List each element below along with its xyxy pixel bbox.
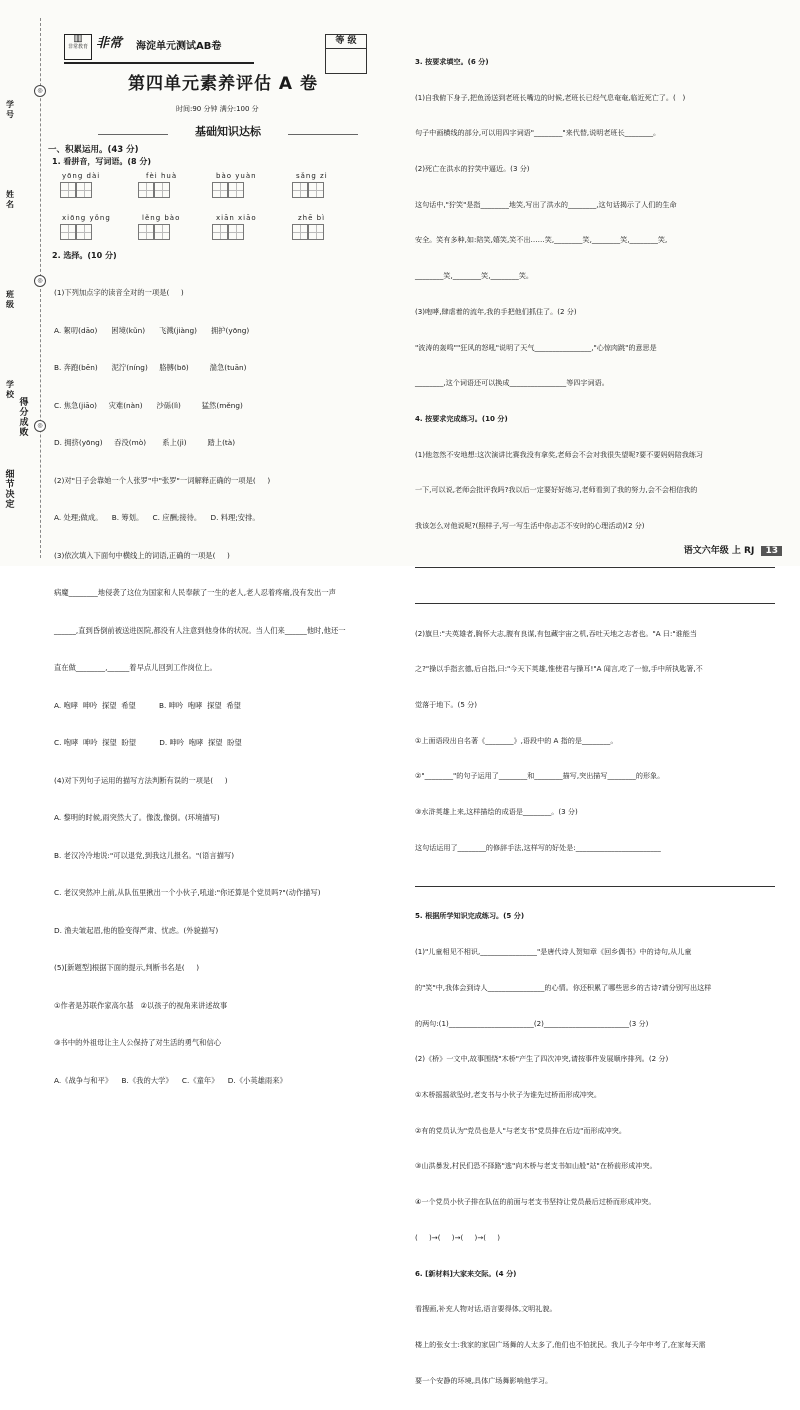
q2-line: 病魔________地侵袭了这位为国家和人民奉献了一生的老人,老人忍着疼痛,没有发出一声 <box>54 588 336 597</box>
q2-line: B. 奔跑(bēn) 泥泞(níng) 胳膊(bō) 湍急(tuān) <box>54 363 247 372</box>
right-line: (1)自我俯下身子,把鱼汤送到老班长嘴边的时候,老班长已经气息奄奄,临近死亡了。( ) <box>415 92 686 102</box>
pinyin: sǎng zi <box>296 172 328 180</box>
right-line: ③山洪暴发,村民们恐不择路"逃"向木桥与老支书如山般"站"在桥前形成冲突。 <box>415 1161 657 1171</box>
pinyin: xiōng yǒng <box>62 214 111 222</box>
q2-line: A. 处理;做成。 B. 筹划。 C. 应酬;接待。 D. 料理;安排。 <box>54 513 260 522</box>
right-line: 我该怎么对他说呢?(照样子,写一写生活中你忐忑不安时的心理活动)(2 分) <box>415 521 645 531</box>
right-line: 觉落于地下。(5 分) <box>415 699 477 709</box>
right-line: 楼上的张女士:我家的家居广场舞的人太多了,他们也不怕扰民。我儿子今年中考了,在家每天需 <box>415 1339 706 1349</box>
right-column <box>415 32 790 1385</box>
publisher-logo: ▥ 非常教育 <box>64 34 92 60</box>
pinyin: fèi huà <box>146 172 178 180</box>
right-line: ②"________"的句子运用了________和________描写,突出描写________的形象。 <box>415 771 665 781</box>
right-line: ④一个党员小伙子排在队伍的前面与老支书坚持让党员最后过桥而形成冲突。 <box>415 1197 656 1207</box>
q2-line: (2)对"日子会靠她一个人张罗"中"张罗"一词解释正确的一项是( ) <box>54 475 271 485</box>
q2-line: A. 咆哮 呻吟 探望 希望 B. 呻吟 咆哮 探望 希望 <box>54 700 241 710</box>
label-class: 班级 <box>6 290 14 309</box>
q2-line: C. 焦急(jiāo) 灾难(nàn) 沙砾(lì) 猛然(měng) <box>54 400 243 410</box>
page-footer <box>684 543 782 556</box>
grade-label: 等 级 <box>326 35 366 49</box>
slogan-line2: 细节决定 <box>5 470 15 510</box>
q2-line: ①作者是苏联作家高尔基 ②以孩子的视角来讲述故事 <box>54 1000 228 1010</box>
right-line: 4. 按要求完成练习。(10 分) <box>415 414 508 423</box>
right-line: ________,这个词语还可以换成________________等四字词语。 <box>415 378 609 388</box>
binding-strip <box>0 0 44 566</box>
question-1: 1. 看拼音，写词语。(8 分) <box>52 157 152 166</box>
binding-line <box>40 18 41 558</box>
page-number: 13 <box>761 546 782 556</box>
seal-icon: ◎ <box>34 85 46 97</box>
right-line: ________笑,________笑,________笑。 <box>415 271 534 281</box>
answer-grid[interactable] <box>60 182 92 198</box>
answer-grid[interactable] <box>292 224 324 240</box>
right-line: 安全。笑有多种,如:陪笑,嬉笑,笑不出……笑,________笑,________笑,________笑, <box>415 235 668 245</box>
q2-line: 直在做________,______着早点儿回到工作岗位上。 <box>54 663 217 672</box>
section-banner <box>88 126 368 142</box>
right-line: 3. 按要求填空。(6 分) <box>415 56 489 66</box>
right-line: "波涛的轰鸣""狂风的怒吼"说明了天气________________,"心惊肉跳"的意思是 <box>415 342 657 352</box>
answer-grid[interactable] <box>292 182 324 198</box>
right-line: 这句话中,"狞笑"是指________地笑,写出了洪水的________,这句话揭示了人们的生命 <box>415 199 677 209</box>
footer-subject: 语文六年级 上 RJ <box>683 546 755 556</box>
pinyin: xiān xiāo <box>216 214 257 222</box>
seal-icon: ◎ <box>34 420 46 432</box>
right-line: (3)咆哮,肆虐着的流年,我的手把他们抓住了。(2 分) <box>415 306 577 316</box>
q2-lines <box>54 262 406 1112</box>
right-line: 句子中画横线的部分,可以用四字词语"________"来代替,说明老班长________。 <box>415 128 661 138</box>
right-line: ( )→( )→( )→( ) <box>415 1232 501 1242</box>
right-line: ①上面语段出自名著《________》,语段中的 A 指的是________。 <box>415 735 618 745</box>
slogan-line1: 得分成败 <box>19 398 29 438</box>
answer-line[interactable] <box>415 592 775 604</box>
question-2: 2. 选择。(10 分) <box>52 251 117 260</box>
right-lines <box>415 32 790 1410</box>
right-line: ②有的党员认为"党员也是人"与老支书"党员排在后边"而形成冲突。 <box>415 1125 626 1135</box>
right-line: (2)旗旦:"夫英雄者,胸怀大志,腹有良谋,有包藏宇宙之机,吞吐天地之志者也。"A 曰:"谁能当 <box>415 628 697 638</box>
q2-line: C. 咆哮 呻吟 探望 盼望 D. 呻吟 咆哮 探望 盼望 <box>54 738 242 747</box>
q2-line: ③书中的外祖母让主人公保持了对生活的勇气和信心 <box>54 1038 222 1047</box>
q2-line: (1)下列加点字的读音全对的一项是( ) <box>54 288 184 297</box>
right-line: 这句话运用了________的修辞手法,这样写的好处是:________________________ <box>415 842 661 852</box>
answer-grid[interactable] <box>212 224 244 240</box>
right-line: ①木桥摇摇欲坠时,老支书与小伙子为谁先过桥而形成冲突。 <box>415 1089 601 1099</box>
q2-line: C. 老汉突然冲上前,从队伍里揪出一个小伙子,吼道:"你还算是个党员吗?"(动作描写) <box>54 888 321 897</box>
right-line: 要一个安静的环境,具体广场舞影响他学习。 <box>415 1375 553 1385</box>
q2-line: ______,直到昏倒前被送进医院,都没有人注意到他身体的状况。当人们来______他时,他还一 <box>54 625 346 635</box>
q2-line: (3)依次填入下面句中横线上的词语,正确的一项是( ) <box>54 550 230 560</box>
banner-title: 基础知识达标 <box>195 125 261 138</box>
pinyin: yōng dài <box>62 172 101 180</box>
right-line: 之?"操以手指玄德,后自指,曰:"今天下英雄,惟使君与操耳!"A 闻言,吃了一惊,手中所执匙箸,不 <box>415 664 703 674</box>
right-line: 的"笑"中,我体会到诗人________________的心情。你还积累了哪些思乡的古诗?请分别写出这样 <box>415 982 712 992</box>
section-heading: 一、积累运用。(43 分) <box>48 145 139 155</box>
q2-line: (4)对下列句子运用的描写方法判断有误的一项是( ) <box>54 775 228 785</box>
q2-line: A.《战争与和平》 B.《我的大学》 C.《童年》 D.《小英雄雨来》 <box>54 1075 287 1085</box>
label-school: 学校 <box>6 380 14 399</box>
right-line: 6. [新材料]大家来交际。(4 分) <box>415 1268 517 1278</box>
exam-meta: 时间:90 分钟 满分:100 分 <box>176 105 259 113</box>
q2-line: D. 渔夫皱起眉,他的脸变得严肃、忧虑。(外貌描写) <box>54 925 219 935</box>
right-line: 5. 根据所学知识完成练习。(5 分) <box>415 911 525 921</box>
pinyin: lěng bào <box>142 214 181 222</box>
answer-grid[interactable] <box>138 182 170 198</box>
series-name: 海淀单元测试AB卷 <box>136 41 222 52</box>
brand-name: 非常 <box>96 36 123 51</box>
pinyin: zhē bì <box>298 214 326 222</box>
right-line: (2)《桥》一文中,故事围绕"木桥"产生了四次冲突,请按事件发展顺序排列。(2 分) <box>415 1054 669 1064</box>
right-line: 的两句:(1)________________________(2)________________________(3 分) <box>415 1018 649 1028</box>
q2-line: B. 老汉冷冷地说:"可以退党,到我这儿报名。"(语言描写) <box>54 850 235 860</box>
right-line: 一下,可以说,老师会批评我吗?我以后一定要好好练习,老师看到了我的努力,会不会相信我的 <box>415 485 698 495</box>
q2-line: D. 拥挤(yōng) 吞没(mò) 系上(jì) 踏上(tà) <box>54 438 236 447</box>
answer-grid[interactable] <box>212 182 244 198</box>
left-column <box>48 10 406 1085</box>
label-name: 姓名 <box>6 190 14 209</box>
right-line: ③水浒英雄上来,这样描绘的成语是________。(3 分) <box>415 807 578 817</box>
label-student-id: 学号 <box>6 100 14 119</box>
q2-line: A. 絮叨(dāo) 困境(kǔn) 飞溅(jiàng) 拥护(yōng) <box>54 325 250 335</box>
answer-line[interactable] <box>415 556 775 568</box>
right-line: (1)"儿童相见不相识,________________"是唐代诗人贺知章《回乡偶书》中的诗句,从儿童 <box>415 947 692 957</box>
answer-line[interactable] <box>415 878 775 887</box>
header <box>64 32 254 64</box>
q2-line: (5)[新题型]根据下面的提示,判断书名是( ) <box>54 963 200 972</box>
right-line: (1)他忽然不安地想:这次演讲比赛我没有拿奖,老师会不会对我很失望呢?要不要妈妈陪我练习 <box>415 449 704 459</box>
right-line: (2)死亡在洪水的狞笑中逼近。(3 分) <box>415 163 530 173</box>
pinyin: bào yuàn <box>216 172 257 180</box>
answer-grid[interactable] <box>60 224 92 240</box>
seal-icon: ◎ <box>34 275 46 287</box>
answer-grid[interactable] <box>138 224 170 240</box>
q2-line: A. 黎明的时候,雨突然大了。像泼,像倒。(环境描写) <box>54 813 220 822</box>
page-title: 第四单元素养评估 A 卷 <box>128 74 318 94</box>
right-line: 看搜画,补充人物对话,语言要得体,文明礼貌。 <box>415 1304 557 1314</box>
grade-box <box>325 34 367 74</box>
